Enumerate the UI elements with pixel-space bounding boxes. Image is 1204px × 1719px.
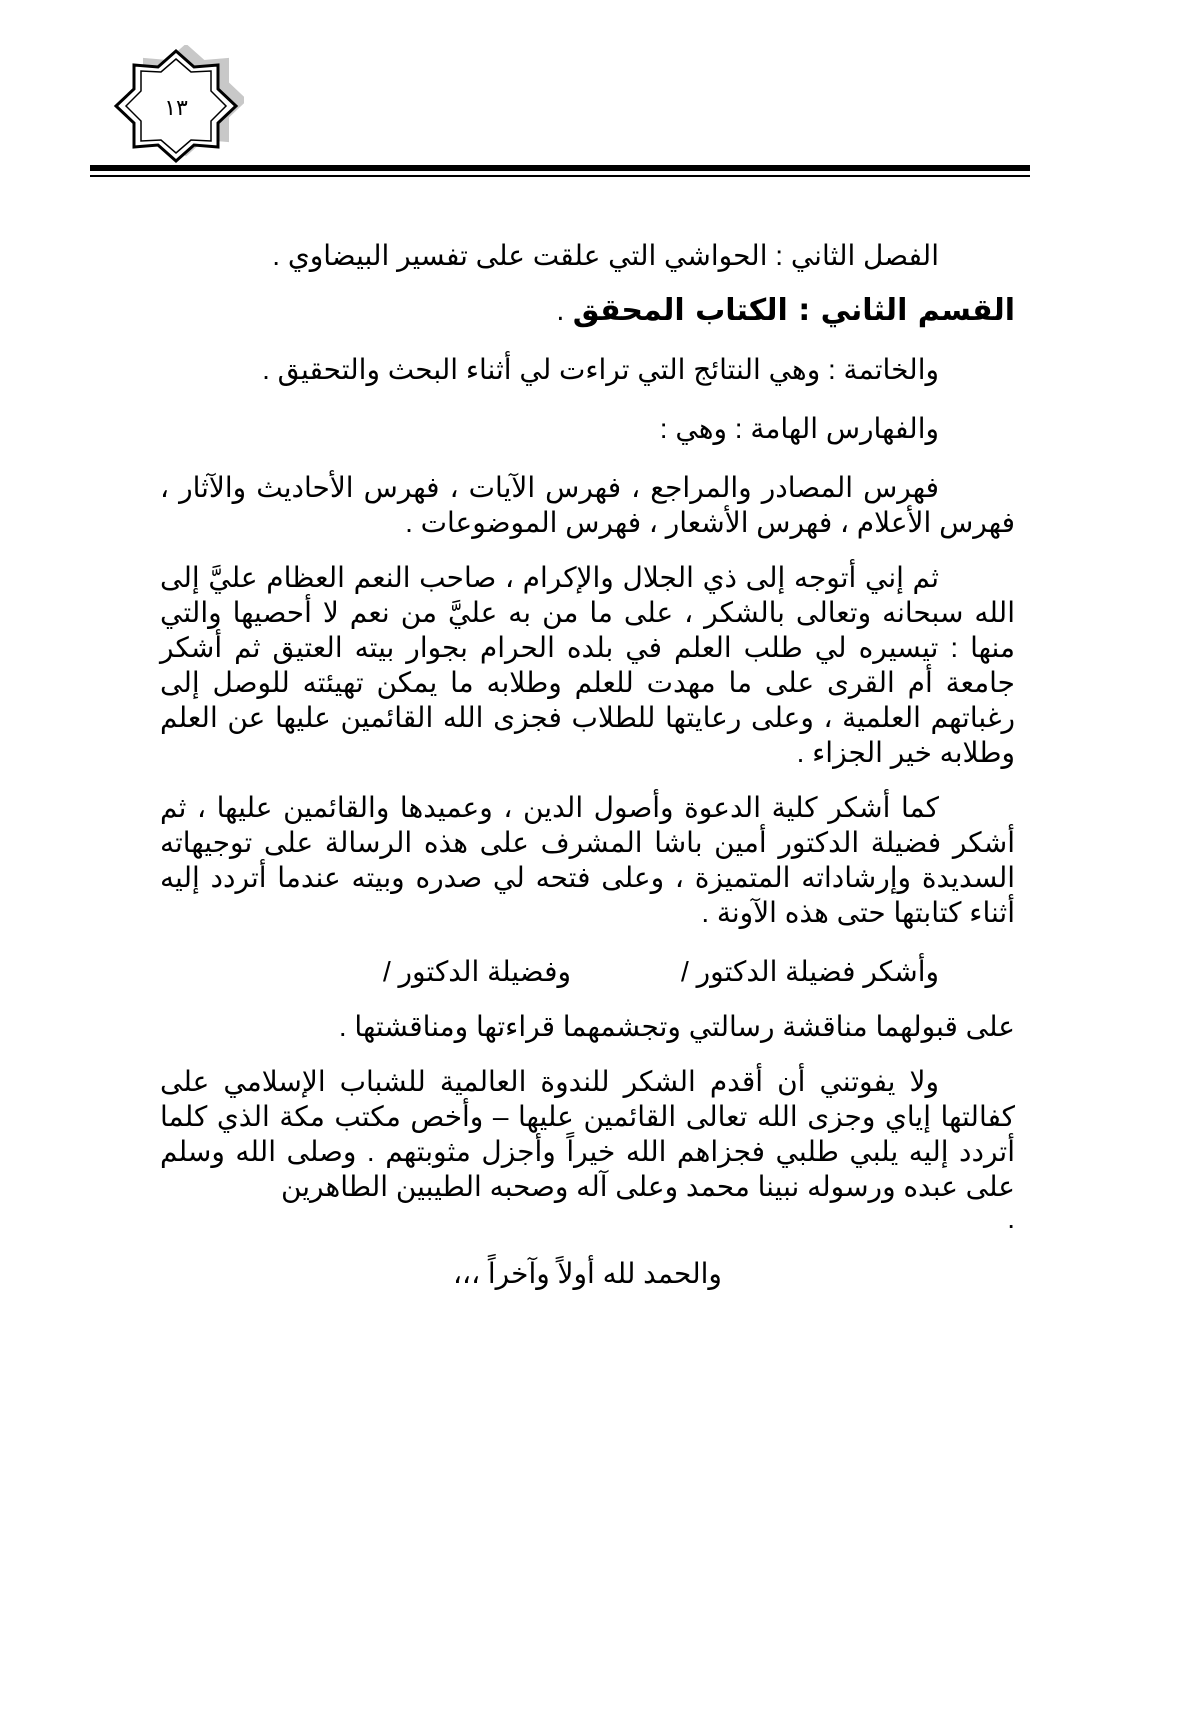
section-two-end: . <box>556 297 573 327</box>
indexes-intro: والفهارس الهامة : وهي : <box>659 413 939 444</box>
indexes-list: فهرس المصادر والمراجع ، فهرس الآيات ، فهرس الأحاديث والآثار ، فهرس الأعلام ، فهرس الأشعار ، فهرس الموضوعات . <box>160 472 1015 538</box>
section-two-heading <box>160 291 1015 332</box>
thanks-examiners-row <box>160 954 1015 989</box>
wamy-paragraph-end: . <box>1007 1203 1015 1234</box>
section-two-title: القسم الثاني : الكتاب المحقق <box>572 293 1015 328</box>
wamy-paragraph: ولا يفوتني أن أقدم الشكر للندوة العالمية للشباب الإسلامي على كفالتها إياي وجزى الله تعالى القائمين عليها – وأخص مكتب مكة الذي كلما أتردد إليه يلبي طلبي فجزاهم الله خيراً وأجزل مثوبتهم . وصلى الله وسلم على عبده ورسوله نبينا محمد وعلى آله وصحبه الطيبين الطاهرين <box>160 1066 1015 1202</box>
college-paragraph: كما أشكر كلية الدعوة وأصول الدين ، وعميدها والقائمين عليها ، ثم أشكر فضيلة الدكتور أمين باشا المشرف على هذه الرسالة على توجيهاته السديدة وإرشاداته المتميزة ، وعلى فتحه لي صدره وبيته عندما أتردد إليه أثناء كتابتها حتى هذه الآونة . <box>160 792 1016 928</box>
page-body <box>160 238 1015 1291</box>
header-rule-thin <box>90 175 1030 177</box>
page-number: ١٣ <box>164 95 188 121</box>
thanks-reason: على قبولهما مناقشة رسالتي وتجشمهما قراءتها ومناقشتها . <box>338 1011 1015 1042</box>
thanks-examiner-a: وأشكر فضيلة الدكتور / <box>681 956 939 987</box>
page-number-badge <box>108 45 244 167</box>
header-rule-thick <box>90 165 1030 171</box>
conclusion-line: والخاتمة : وهي النتائج التي تراءت لي أثناء البحث والتحقيق . <box>262 354 939 385</box>
closing-praise: والحمد لله أولاً وآخراً ،،، <box>453 1258 722 1289</box>
gratitude-paragraph: ثم إني أتوجه إلى ذي الجلال والإكرام ، صاحب النعم العظام عليَّ إلى الله سبحانه وتعالى بالشكر ، على ما من به عليَّ من نعم لا أحصيها والتي منها : تيسيره لي طلب العلم في بلده الحرام بجوار بيته العتيق ثم أشكر جامعة أم القرى على ما مهدت للعلم وطلابه ما يمكن تهيئته للوصل إلى رغباتهم العلمية ، وعلى رعايتها للطلاب فجزى الله القائمين عليها عن العلم وطلابه خير الجزاء . <box>160 562 1015 768</box>
chapter-two-line: الفصل الثاني : الحواشي التي علقت على تفسير البيضاوي . <box>272 240 939 271</box>
thanks-examiner-b: وفضيلة الدكتور / <box>382 956 571 987</box>
